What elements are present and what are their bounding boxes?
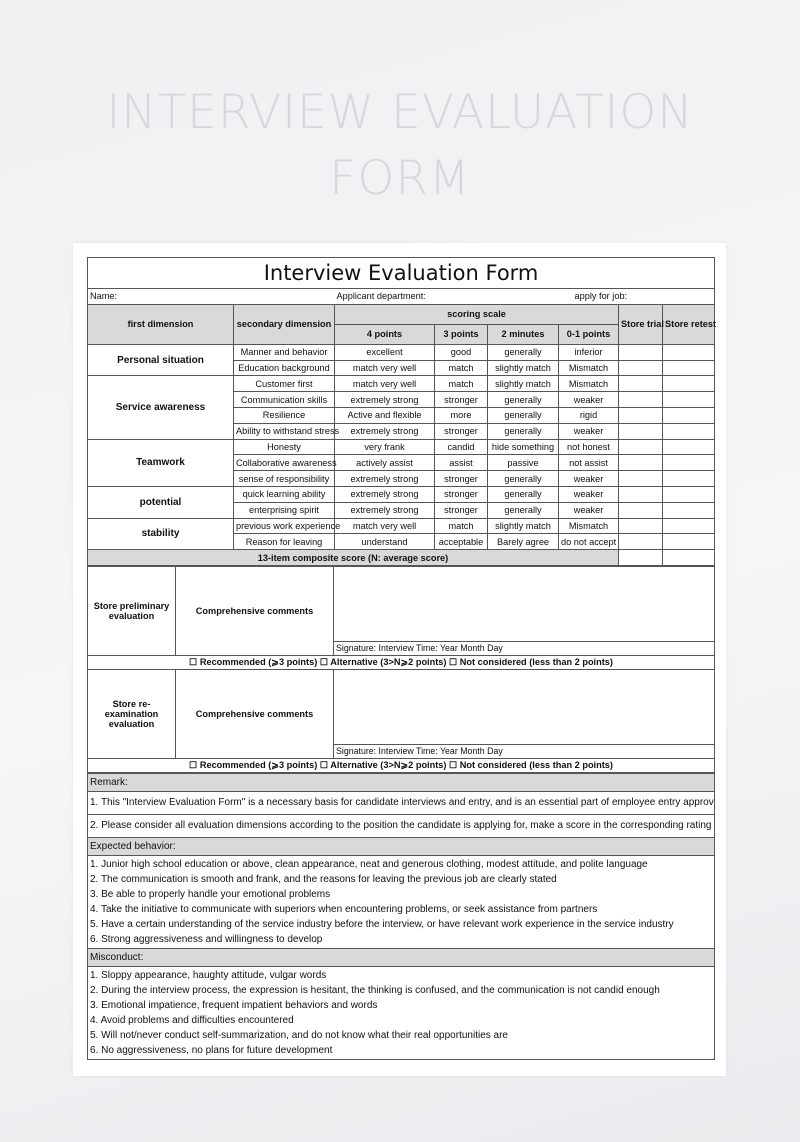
score-4-cell: actively assist — [335, 455, 435, 471]
store-trial-cell[interactable] — [619, 455, 663, 471]
notes-table — [87, 773, 715, 1060]
store-retest-cell[interactable] — [663, 392, 715, 408]
preliminary-signature: Signature: Interview Time: Year Month Day — [334, 641, 715, 655]
secondary-dimension-cell: quick learning ability — [234, 486, 335, 502]
store-trial-cell[interactable] — [619, 471, 663, 487]
store-trial-cell[interactable] — [619, 534, 663, 550]
form-title: Interview Evaluation Form — [88, 258, 715, 289]
misconduct-list — [88, 966, 715, 1059]
score-01-cell: weaker — [559, 471, 619, 487]
points3-header: 3 points — [435, 324, 488, 344]
misconduct-item-4: 4. Avoid problems and difficulties encountered — [90, 1014, 294, 1026]
reexam-evaluation-label: Store re-examination evaluation — [88, 669, 176, 758]
secondary-dimension-cell: Reason for leaving — [234, 534, 335, 550]
score-01-cell: Mismatch — [559, 376, 619, 392]
secondary-dimension-cell: Resilience — [234, 407, 335, 423]
reexam-comments-label: Comprehensive comments — [176, 669, 334, 758]
page-title-line2: FORM — [329, 151, 471, 206]
score-2-cell: generally — [488, 502, 559, 518]
score-4-cell: very frank — [335, 439, 435, 455]
misconduct-label: Misconduct: — [88, 948, 715, 966]
expected-item-5: 5. Have a certain understanding of the service industry before the interview, or have relevant work experience in the service industry — [90, 918, 674, 930]
score-2-cell: slightly match — [488, 360, 559, 376]
store-retest-cell[interactable] — [663, 360, 715, 376]
evaluation-table — [87, 566, 715, 773]
score-2-cell: Barely agree — [488, 534, 559, 550]
preliminary-options[interactable]: ☐ Recommended (⩾3 points) ☐ Alternative (3>N⩾2 points) ☐ Not considered (less than 2 points) — [88, 655, 715, 669]
store-trial-cell[interactable] — [619, 392, 663, 408]
score-2-cell: slightly match — [488, 376, 559, 392]
score-2-cell: generally — [488, 392, 559, 408]
score-row — [88, 376, 715, 392]
store-retest-cell[interactable] — [663, 344, 715, 360]
score-3-cell: match — [435, 518, 488, 534]
score-4-cell: extremely strong — [335, 471, 435, 487]
composite-retest-cell[interactable] — [663, 550, 715, 566]
store-retest-cell[interactable] — [663, 534, 715, 550]
composite-trial-cell[interactable] — [619, 550, 663, 566]
score-01-cell: Mismatch — [559, 360, 619, 376]
page-title — [0, 80, 800, 212]
store-trial-cell[interactable] — [619, 360, 663, 376]
store-retest-cell[interactable] — [663, 502, 715, 518]
score-3-cell: stronger — [435, 486, 488, 502]
expected-item-3: 3. Be able to properly handle your emotional problems — [90, 888, 331, 900]
store-retest-cell[interactable] — [663, 486, 715, 502]
reexam-options[interactable]: ☐ Recommended (⩾3 points) ☐ Alternative (3>N⩾2 points) ☐ Not considered (less than 2 points) — [88, 758, 715, 772]
first-dimension-cell: Teamwork — [88, 439, 234, 486]
composite-score-label: 13-item composite score (N: average score) — [88, 550, 619, 566]
score-4-cell: understand — [335, 534, 435, 550]
score-01-cell: weaker — [559, 486, 619, 502]
secondary-dimension-cell: previous work experience — [234, 518, 335, 534]
misconduct-item-2: 2. During the interview process, the expression is hesitant, the thinking is confused, and the communication is not candid enough — [90, 984, 660, 996]
store-retest-cell[interactable] — [663, 439, 715, 455]
score-3-cell: stronger — [435, 502, 488, 518]
store-retest-cell[interactable] — [663, 471, 715, 487]
secondary-dimension-cell: sense of responsibility — [234, 471, 335, 487]
score-01-cell: not assist — [559, 455, 619, 471]
remark-label: Remark: — [88, 773, 715, 791]
misconduct-item-3: 3. Emotional impatience, frequent impatient behaviors and words — [90, 999, 378, 1011]
score-2-cell: generally — [488, 486, 559, 502]
first-dimension-cell: Service awareness — [88, 376, 234, 439]
misconduct-item-1: 1. Sloppy appearance, haughty attitude, vulgar words — [90, 969, 327, 981]
store-trial-cell[interactable] — [619, 439, 663, 455]
secondary-dimension-cell: Collaborative awareness — [234, 455, 335, 471]
expected-item-1: 1. Junior high school education or above, clean appearance, neat and generous clothing, modest attitude, and polite language — [90, 858, 648, 870]
score-01-cell: not honest — [559, 439, 619, 455]
points01-header: 0-1 points — [559, 324, 619, 344]
score-4-cell: extremely strong — [335, 423, 435, 439]
score-table — [87, 257, 715, 566]
misconduct-item-6: 6. No aggressiveness, no plans for future development — [90, 1044, 333, 1056]
remark-item-1: 1. This "Interview Evaluation Form" is a necessary basis for candidate interviews and entry, and is an essential part of employee entry approv — [88, 791, 715, 814]
score-3-cell: stronger — [435, 392, 488, 408]
score-3-cell: acceptable — [435, 534, 488, 550]
score-4-cell: extremely strong — [335, 502, 435, 518]
score-4-cell: match very well — [335, 518, 435, 534]
score-3-cell: stronger — [435, 471, 488, 487]
expected-behavior-list — [88, 855, 715, 948]
store-retest-cell[interactable] — [663, 407, 715, 423]
reexam-signature: Signature: Interview Time: Year Month Day — [334, 744, 715, 758]
score-4-cell: excellent — [335, 344, 435, 360]
store-retest-cell[interactable] — [663, 518, 715, 534]
expected-behavior-label: Expected behavior: — [88, 837, 715, 855]
expected-item-6: 6. Strong aggressiveness and willingness to develop — [90, 933, 323, 945]
secondary-dimension-cell: Honesty — [234, 439, 335, 455]
expected-item-4: 4. Take the initiative to communicate with superiors when encountering problems, or seek assistance from partners — [90, 903, 598, 915]
score-01-cell: rigid — [559, 407, 619, 423]
store-trial-cell[interactable] — [619, 344, 663, 360]
name-field[interactable] — [88, 289, 335, 305]
score-01-cell: weaker — [559, 423, 619, 439]
score-row — [88, 344, 715, 360]
preliminary-comments-label: Comprehensive comments — [176, 566, 334, 655]
score-2-cell: generally — [488, 423, 559, 439]
secondary-dimension-cell: Ability to withstand stress — [234, 423, 335, 439]
reexam-comments-field[interactable] — [334, 669, 715, 744]
form-card — [73, 243, 726, 1076]
evaluation-sheet — [87, 257, 717, 1060]
score-4-cell: Active and flexible — [335, 407, 435, 423]
score-body — [88, 344, 715, 549]
expected-item-2: 2. The communication is smooth and frank, and the reasons for leaving the previous job are clearly stated — [90, 873, 557, 885]
score-2-cell: slightly match — [488, 518, 559, 534]
preliminary-evaluation-label: Store preliminary evaluation — [88, 566, 176, 655]
first-dimension-header: first dimension — [88, 304, 234, 344]
secondary-dimension-cell: enterprising spirit — [234, 502, 335, 518]
secondary-dimension-cell: Education background — [234, 360, 335, 376]
misconduct-item-5: 5. Will not/never conduct self-summarization, and do not know what their real opportunities are — [90, 1029, 508, 1041]
store-retest-header: Store retest — [663, 304, 715, 344]
points4-header: 4 points — [335, 324, 435, 344]
score-row — [88, 439, 715, 455]
store-trial-cell[interactable] — [619, 518, 663, 534]
score-01-cell: Mismatch — [559, 518, 619, 534]
score-4-cell: extremely strong — [335, 486, 435, 502]
score-2-cell: generally — [488, 344, 559, 360]
score-2-cell: passive — [488, 455, 559, 471]
score-4-cell: extremely strong — [335, 392, 435, 408]
store-trial-cell[interactable] — [619, 502, 663, 518]
job-field[interactable] — [574, 289, 715, 305]
score-2-cell: generally — [488, 471, 559, 487]
store-trial-cell[interactable] — [619, 407, 663, 423]
score-2-cell: hide something — [488, 439, 559, 455]
first-dimension-cell: potential — [88, 486, 234, 518]
score-01-cell: inferior — [559, 344, 619, 360]
store-trial-cell[interactable] — [619, 376, 663, 392]
score-2-cell: generally — [488, 407, 559, 423]
score-row — [88, 486, 715, 502]
score-01-cell: weaker — [559, 392, 619, 408]
scoring-scale-header: scoring scale — [335, 304, 619, 324]
store-trial-cell[interactable] — [619, 423, 663, 439]
first-dimension-cell: Personal situation — [88, 344, 234, 376]
job-label: apply for job: — [574, 291, 628, 302]
secondary-dimension-cell: Communication skills — [234, 392, 335, 408]
score-3-cell: good — [435, 344, 488, 360]
preliminary-comments-field[interactable] — [334, 566, 715, 641]
page-title-line1: INTERVIEW EVALUATION — [106, 85, 694, 140]
name-label: Name: — [90, 291, 118, 302]
store-retest-cell[interactable] — [663, 423, 715, 439]
store-trial-header: Store trial — [619, 304, 663, 344]
remark-item-2: 2. Please consider all evaluation dimensions according to the position the candidate is applying for, make a score in the corresponding rating — [88, 814, 715, 837]
secondary-dimension-header: secondary dimension — [234, 304, 335, 344]
score-row — [88, 518, 715, 534]
department-label: Applicant department: — [336, 291, 426, 302]
store-retest-cell[interactable] — [663, 376, 715, 392]
score-3-cell: stronger — [435, 423, 488, 439]
score-4-cell: match very well — [335, 360, 435, 376]
score-3-cell: assist — [435, 455, 488, 471]
secondary-dimension-cell: Customer first — [234, 376, 335, 392]
store-trial-cell[interactable] — [619, 486, 663, 502]
score-3-cell: match — [435, 360, 488, 376]
score-01-cell: weaker — [559, 502, 619, 518]
score-3-cell: match — [435, 376, 488, 392]
secondary-dimension-cell: Manner and behavior — [234, 344, 335, 360]
score-3-cell: more — [435, 407, 488, 423]
store-retest-cell[interactable] — [663, 455, 715, 471]
score-4-cell: match very well — [335, 376, 435, 392]
points2-header: 2 minutes — [488, 324, 559, 344]
first-dimension-cell: stability — [88, 518, 234, 550]
score-3-cell: candid — [435, 439, 488, 455]
score-01-cell: do not accept — [559, 534, 619, 550]
